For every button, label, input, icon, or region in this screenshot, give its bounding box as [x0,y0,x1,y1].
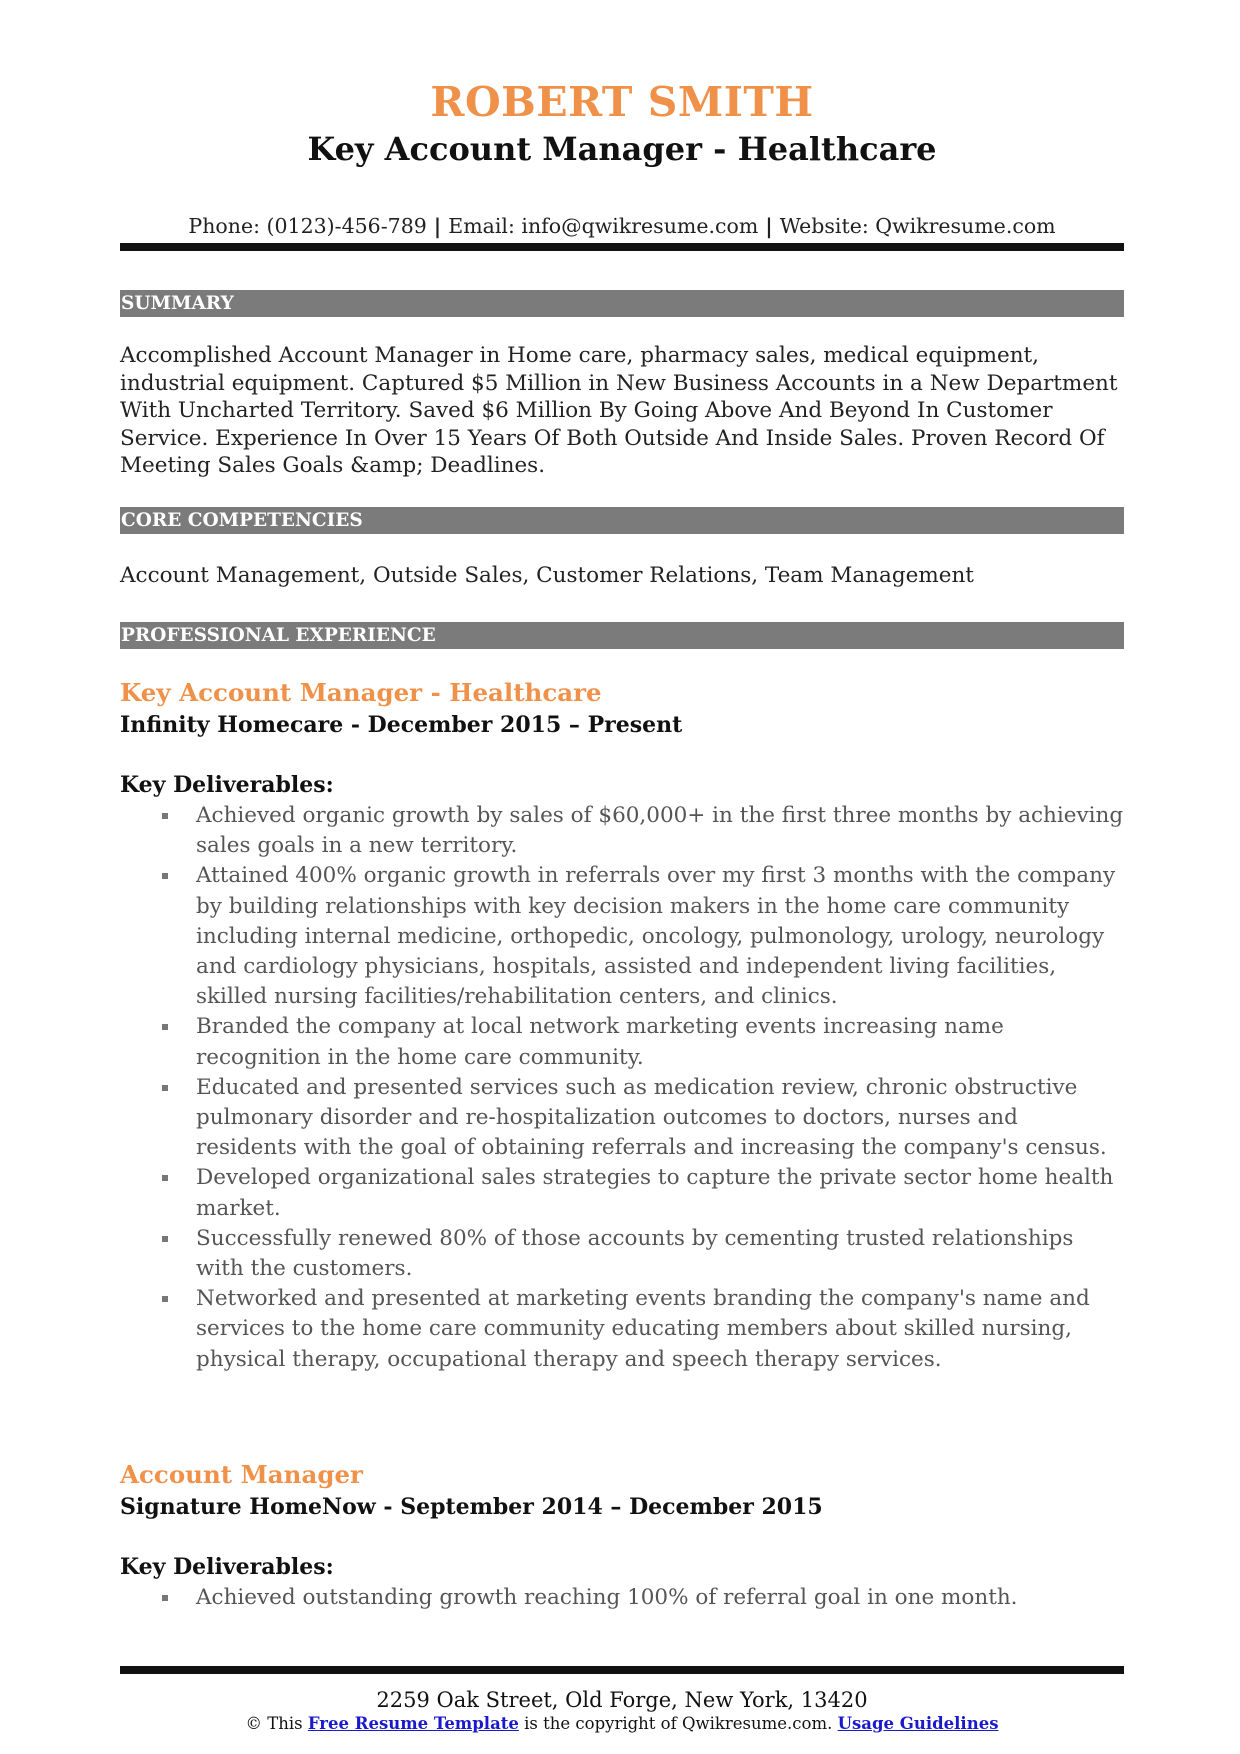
contact-website: Website: Qwikresume.com [779,214,1056,238]
list-item: Successfully renewed 80% of those accounts by cementing trusted relationships with the customers. [120,1224,1124,1284]
section-heading-competencies: CORE COMPETENCIES [120,507,1124,534]
deliverables-list [120,801,1124,1375]
bullet-square-icon [162,1175,168,1181]
contact-separator: | [765,214,773,238]
key-deliverables-label: Key Deliverables: [120,772,334,798]
bullet-square-icon [162,1595,168,1601]
contact-line [120,212,1124,240]
job-company-dates: Signature HomeNow - September 2014 – December 2015 [120,1494,823,1520]
header-divider [120,243,1124,251]
bullet-square-icon [162,813,168,819]
summary-text: Accomplished Account Manager in Home care, pharmacy sales, medical equipment, industrial equipment. Captured $5 Million in New Business Accounts in a New Department With Uncharted Territory. Saved $6 Million By Going Above And Beyond In Customer Service. Experience In Over 15 Years Of Both Outside And Inside Sales. Proven Record Of Meeting Sales Goals &amp; Deadlines. [120,343,1118,478]
footer-address: 2259 Oak Street, Old Forge, New York, 13420 [376,1688,868,1712]
list-item: Developed organizational sales strategies to capture the private sector home health market. [120,1163,1124,1223]
list-item: Attained 400% organic growth in referrals over my first 3 months with the company by building relationships with key decision makers in the home care community including internal medicine, orthopedic, oncology, pulmonology, urology, neurology and cardiology physicians, hospitals, assisted and independent living facilities, skilled nursing facilities/rehabilitation centers, and clinics. [120,861,1124,1012]
key-deliverables-label: Key Deliverables: [120,1554,334,1580]
footer-divider [120,1666,1124,1674]
section-heading-summary: SUMMARY [120,290,1124,317]
contact-phone: Phone: (0123)-456-789 [188,214,427,238]
job-company-dates: Infinity Homecare - December 2015 – Present [120,712,683,738]
bullet-square-icon [162,1296,168,1302]
contact-email: Email: info@qwikresume.com [448,214,759,238]
bullet-square-icon [162,1085,168,1091]
deliverables-list [120,1583,1124,1613]
footer-copyright: © This Free Resume Template is the copyright of Qwikresume.com. Usage Guidelines [245,1714,999,1733]
bullet-square-icon [162,873,168,879]
bullet-square-icon [162,1236,168,1242]
job-title: Account Manager [120,1460,363,1489]
contact-separator: | [433,214,442,238]
list-item: Branded the company at local network marketing events increasing name recognition in the home care community. [120,1012,1124,1072]
competencies-text: Account Management, Outside Sales, Customer Relations, Team Management [120,563,974,588]
list-item: Achieved outstanding growth reaching 100% of referral goal in one month. [120,1583,1124,1613]
list-item: Educated and presented services such as medication review, chronic obstructive pulmonary disorder and re-hospitalization outcomes to doctors, nurses and residents with the goal of obtaining referrals and increasing the company's census. [120,1073,1124,1164]
free-resume-template-link[interactable]: Free Resume Template [307,1714,519,1733]
bullet-square-icon [162,1024,168,1030]
candidate-name: ROBERT SMITH [430,78,814,126]
job-title: Key Account Manager - Healthcare [120,678,602,707]
list-item: Networked and presented at marketing events branding the company's name and services to the home care community educating members about skilled nursing, physical therapy, occupational therapy and speech therapy services. [120,1284,1124,1375]
candidate-title: Key Account Manager - Healthcare [307,130,937,168]
usage-guidelines-link[interactable]: Usage Guidelines [837,1714,999,1733]
list-item: Achieved organic growth by sales of $60,000+ in the first three months by achieving sales goals in a new territory. [120,801,1124,861]
section-heading-experience: PROFESSIONAL EXPERIENCE [120,622,1124,649]
